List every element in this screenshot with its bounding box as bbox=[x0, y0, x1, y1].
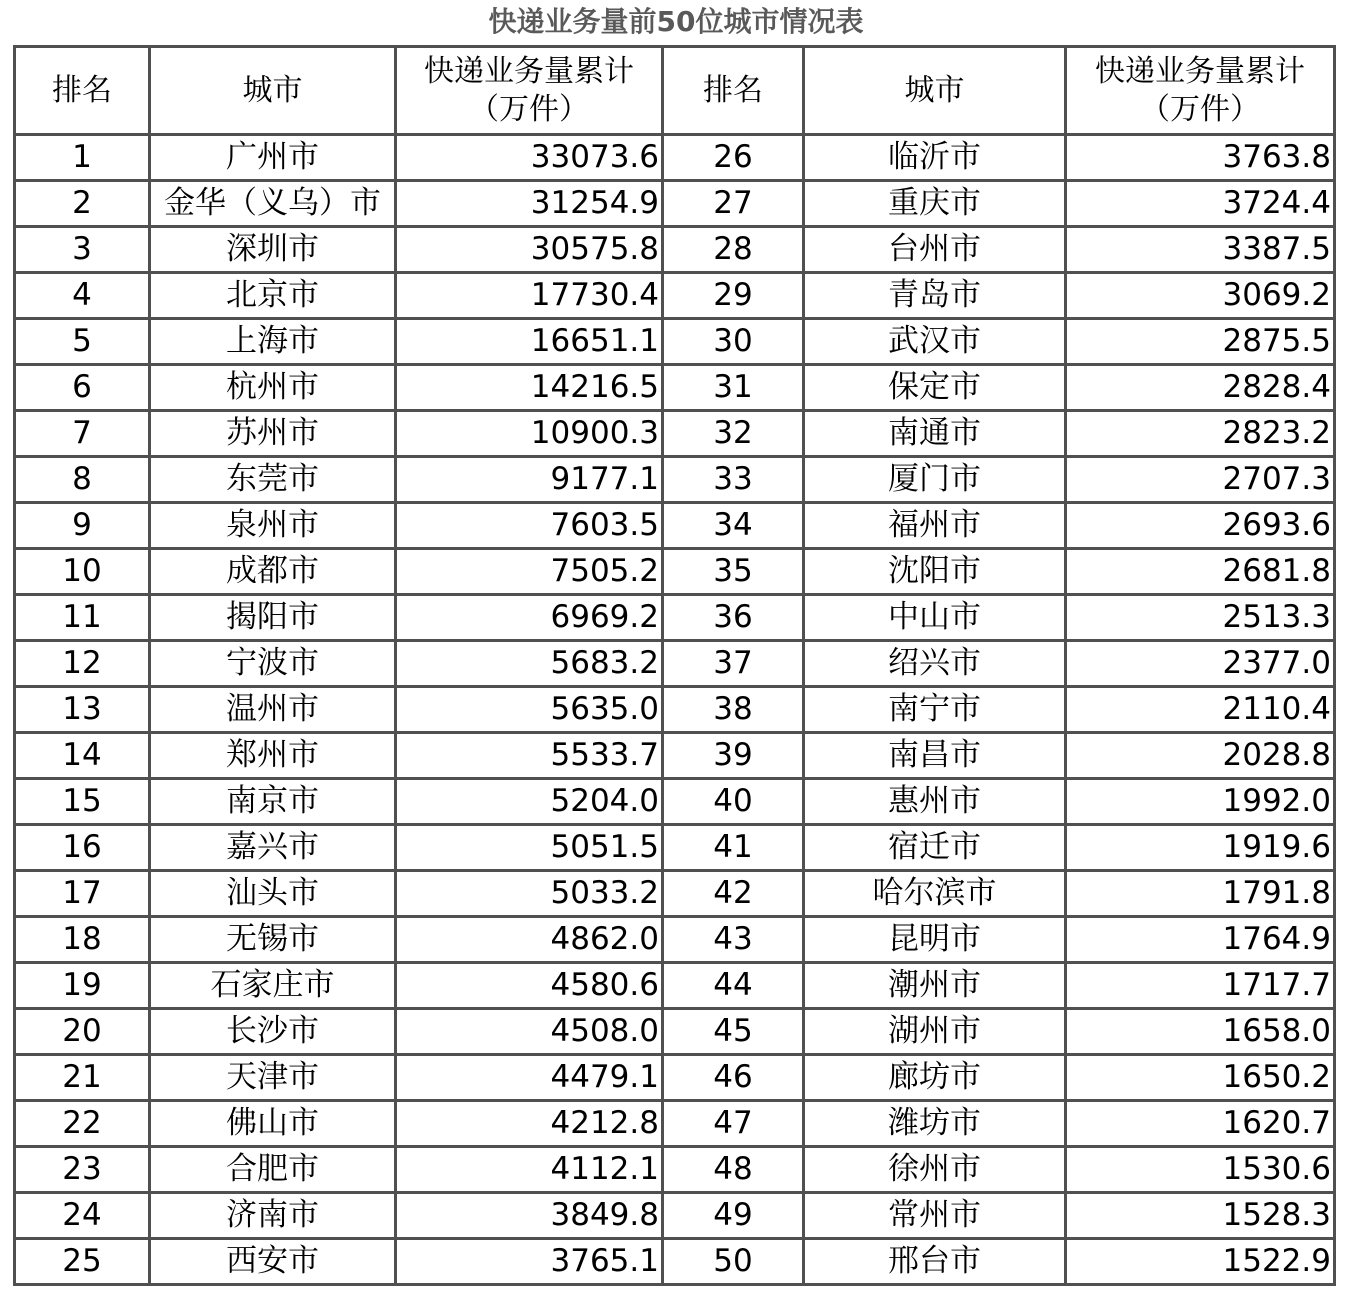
volume-cell-right: 3724.4 bbox=[1066, 181, 1335, 227]
volume-cell-left: 7505.2 bbox=[396, 549, 663, 595]
volume-cell-left: 10900.3 bbox=[396, 411, 663, 457]
table-row bbox=[15, 365, 1335, 411]
city-cell-right: 湖州市 bbox=[804, 1009, 1066, 1055]
header-volume-right bbox=[1066, 47, 1335, 135]
city-cell-right: 武汉市 bbox=[804, 319, 1066, 365]
volume-cell-right: 2513.3 bbox=[1066, 595, 1335, 641]
city-cell-left: 深圳市 bbox=[150, 227, 396, 273]
volume-cell-left: 4479.1 bbox=[396, 1055, 663, 1101]
city-cell-right: 惠州市 bbox=[804, 779, 1066, 825]
city-cell-left: 南京市 bbox=[150, 779, 396, 825]
volume-cell-right: 2828.4 bbox=[1066, 365, 1335, 411]
rank-cell-right: 45 bbox=[663, 1009, 804, 1055]
volume-cell-right: 1919.6 bbox=[1066, 825, 1335, 871]
rank-cell-right: 35 bbox=[663, 549, 804, 595]
table-row bbox=[15, 1239, 1335, 1285]
table-row bbox=[15, 779, 1335, 825]
table-row bbox=[15, 1147, 1335, 1193]
volume-cell-left: 16651.1 bbox=[396, 319, 663, 365]
rank-cell-right: 43 bbox=[663, 917, 804, 963]
rank-cell-right: 40 bbox=[663, 779, 804, 825]
rank-cell-right: 34 bbox=[663, 503, 804, 549]
header-volume-line2: （万件） bbox=[469, 91, 589, 127]
table-row bbox=[15, 1055, 1335, 1101]
city-cell-right: 廊坊市 bbox=[804, 1055, 1066, 1101]
table-row bbox=[15, 825, 1335, 871]
volume-cell-left: 4580.6 bbox=[396, 963, 663, 1009]
volume-cell-right: 2681.8 bbox=[1066, 549, 1335, 595]
table-row bbox=[15, 503, 1335, 549]
header-rank-right: 排名 bbox=[663, 47, 804, 135]
table-row bbox=[15, 319, 1335, 365]
city-cell-left: 揭阳市 bbox=[150, 595, 396, 641]
table-row bbox=[15, 687, 1335, 733]
volume-cell-left: 6969.2 bbox=[396, 595, 663, 641]
rank-cell-left: 18 bbox=[15, 917, 150, 963]
volume-cell-right: 1650.2 bbox=[1066, 1055, 1335, 1101]
header-volume-line2: （万件） bbox=[1140, 91, 1260, 127]
rank-cell-right: 50 bbox=[663, 1239, 804, 1285]
city-cell-right: 临沂市 bbox=[804, 135, 1066, 181]
city-cell-right: 邢台市 bbox=[804, 1239, 1066, 1285]
rank-cell-left: 5 bbox=[15, 319, 150, 365]
city-cell-right: 南昌市 bbox=[804, 733, 1066, 779]
rank-cell-left: 22 bbox=[15, 1101, 150, 1147]
rank-cell-right: 33 bbox=[663, 457, 804, 503]
city-cell-left: 嘉兴市 bbox=[150, 825, 396, 871]
city-cell-right: 徐州市 bbox=[804, 1147, 1066, 1193]
table-body bbox=[15, 135, 1335, 1285]
volume-cell-right: 1791.8 bbox=[1066, 871, 1335, 917]
rank-cell-left: 19 bbox=[15, 963, 150, 1009]
rank-cell-right: 37 bbox=[663, 641, 804, 687]
table-row bbox=[15, 273, 1335, 319]
city-cell-left: 合肥市 bbox=[150, 1147, 396, 1193]
header-rank-left: 排名 bbox=[15, 47, 150, 135]
volume-cell-right: 1992.0 bbox=[1066, 779, 1335, 825]
city-cell-left: 天津市 bbox=[150, 1055, 396, 1101]
city-cell-left: 长沙市 bbox=[150, 1009, 396, 1055]
table-row bbox=[15, 227, 1335, 273]
volume-cell-left: 4212.8 bbox=[396, 1101, 663, 1147]
table-row bbox=[15, 871, 1335, 917]
volume-cell-right: 3069.2 bbox=[1066, 273, 1335, 319]
rank-cell-left: 15 bbox=[15, 779, 150, 825]
city-cell-left: 金华（义乌）市 bbox=[150, 181, 396, 227]
table-row bbox=[15, 181, 1335, 227]
city-cell-left: 东莞市 bbox=[150, 457, 396, 503]
table-row bbox=[15, 733, 1335, 779]
rank-cell-left: 10 bbox=[15, 549, 150, 595]
rank-cell-right: 31 bbox=[663, 365, 804, 411]
city-cell-right: 潍坊市 bbox=[804, 1101, 1066, 1147]
city-cell-right: 哈尔滨市 bbox=[804, 871, 1066, 917]
volume-cell-left: 3765.1 bbox=[396, 1239, 663, 1285]
city-cell-right: 潮州市 bbox=[804, 963, 1066, 1009]
city-cell-right: 保定市 bbox=[804, 365, 1066, 411]
city-cell-left: 温州市 bbox=[150, 687, 396, 733]
express-volume-table bbox=[13, 45, 1336, 1286]
table-row bbox=[15, 457, 1335, 503]
rank-cell-right: 39 bbox=[663, 733, 804, 779]
volume-cell-left: 4508.0 bbox=[396, 1009, 663, 1055]
rank-cell-left: 20 bbox=[15, 1009, 150, 1055]
rank-cell-right: 27 bbox=[663, 181, 804, 227]
rank-cell-right: 36 bbox=[663, 595, 804, 641]
rank-cell-left: 21 bbox=[15, 1055, 150, 1101]
rank-cell-left: 16 bbox=[15, 825, 150, 871]
rank-cell-left: 7 bbox=[15, 411, 150, 457]
volume-cell-left: 5533.7 bbox=[396, 733, 663, 779]
rank-cell-left: 8 bbox=[15, 457, 150, 503]
rank-cell-right: 32 bbox=[663, 411, 804, 457]
rank-cell-right: 28 bbox=[663, 227, 804, 273]
volume-cell-right: 1658.0 bbox=[1066, 1009, 1335, 1055]
header-city-left: 城市 bbox=[150, 47, 396, 135]
volume-cell-left: 5204.0 bbox=[396, 779, 663, 825]
city-cell-left: 泉州市 bbox=[150, 503, 396, 549]
rank-cell-left: 6 bbox=[15, 365, 150, 411]
rank-cell-left: 13 bbox=[15, 687, 150, 733]
volume-cell-right: 2875.5 bbox=[1066, 319, 1335, 365]
city-cell-right: 昆明市 bbox=[804, 917, 1066, 963]
city-cell-right: 重庆市 bbox=[804, 181, 1066, 227]
city-cell-left: 上海市 bbox=[150, 319, 396, 365]
table-row bbox=[15, 641, 1335, 687]
volume-cell-right: 1528.3 bbox=[1066, 1193, 1335, 1239]
volume-cell-left: 33073.6 bbox=[396, 135, 663, 181]
volume-cell-right: 2028.8 bbox=[1066, 733, 1335, 779]
rank-cell-right: 41 bbox=[663, 825, 804, 871]
city-cell-right: 厦门市 bbox=[804, 457, 1066, 503]
volume-cell-right: 1620.7 bbox=[1066, 1101, 1335, 1147]
volume-cell-left: 5051.5 bbox=[396, 825, 663, 871]
rank-cell-left: 14 bbox=[15, 733, 150, 779]
city-cell-right: 福州市 bbox=[804, 503, 1066, 549]
table-row bbox=[15, 549, 1335, 595]
table-row bbox=[15, 135, 1335, 181]
volume-cell-right: 3387.5 bbox=[1066, 227, 1335, 273]
rank-cell-left: 17 bbox=[15, 871, 150, 917]
volume-cell-left: 30575.8 bbox=[396, 227, 663, 273]
city-cell-right: 绍兴市 bbox=[804, 641, 1066, 687]
rank-cell-left: 4 bbox=[15, 273, 150, 319]
rank-cell-left: 1 bbox=[15, 135, 150, 181]
city-cell-right: 南通市 bbox=[804, 411, 1066, 457]
volume-cell-right: 2110.4 bbox=[1066, 687, 1335, 733]
rank-cell-left: 23 bbox=[15, 1147, 150, 1193]
rank-cell-left: 9 bbox=[15, 503, 150, 549]
table-row bbox=[15, 595, 1335, 641]
rank-cell-right: 44 bbox=[663, 963, 804, 1009]
table-row bbox=[15, 1101, 1335, 1147]
city-cell-left: 宁波市 bbox=[150, 641, 396, 687]
rank-cell-left: 2 bbox=[15, 181, 150, 227]
city-cell-right: 常州市 bbox=[804, 1193, 1066, 1239]
volume-cell-right: 1522.9 bbox=[1066, 1239, 1335, 1285]
volume-cell-left: 3849.8 bbox=[396, 1193, 663, 1239]
city-cell-left: 北京市 bbox=[150, 273, 396, 319]
volume-cell-right: 2823.2 bbox=[1066, 411, 1335, 457]
city-cell-left: 济南市 bbox=[150, 1193, 396, 1239]
rank-cell-left: 25 bbox=[15, 1239, 150, 1285]
volume-cell-left: 17730.4 bbox=[396, 273, 663, 319]
volume-cell-left: 4112.1 bbox=[396, 1147, 663, 1193]
table-row bbox=[15, 411, 1335, 457]
volume-cell-left: 31254.9 bbox=[396, 181, 663, 227]
city-cell-left: 佛山市 bbox=[150, 1101, 396, 1147]
volume-cell-right: 2377.0 bbox=[1066, 641, 1335, 687]
city-cell-left: 石家庄市 bbox=[150, 963, 396, 1009]
header-row bbox=[15, 47, 1335, 135]
table-row bbox=[15, 1009, 1335, 1055]
city-cell-right: 沈阳市 bbox=[804, 549, 1066, 595]
city-cell-right: 宿迁市 bbox=[804, 825, 1066, 871]
volume-cell-right: 3763.8 bbox=[1066, 135, 1335, 181]
rank-cell-left: 24 bbox=[15, 1193, 150, 1239]
table-title: 快递业务量前50位城市情况表 bbox=[488, 5, 864, 38]
city-cell-left: 郑州市 bbox=[150, 733, 396, 779]
city-cell-left: 广州市 bbox=[150, 135, 396, 181]
city-cell-left: 杭州市 bbox=[150, 365, 396, 411]
city-cell-left: 苏州市 bbox=[150, 411, 396, 457]
rank-cell-right: 38 bbox=[663, 687, 804, 733]
table-row bbox=[15, 963, 1335, 1009]
rank-cell-right: 46 bbox=[663, 1055, 804, 1101]
rank-cell-right: 26 bbox=[663, 135, 804, 181]
header-city-right: 城市 bbox=[804, 47, 1066, 135]
rank-cell-right: 48 bbox=[663, 1147, 804, 1193]
header-volume-line1: 快递业务量累计 bbox=[424, 53, 634, 89]
volume-cell-right: 1530.6 bbox=[1066, 1147, 1335, 1193]
city-cell-left: 成都市 bbox=[150, 549, 396, 595]
volume-cell-right: 1717.7 bbox=[1066, 963, 1335, 1009]
table-row bbox=[15, 917, 1335, 963]
rank-cell-right: 49 bbox=[663, 1193, 804, 1239]
volume-cell-left: 5033.2 bbox=[396, 871, 663, 917]
city-cell-right: 中山市 bbox=[804, 595, 1066, 641]
city-cell-left: 无锡市 bbox=[150, 917, 396, 963]
rank-cell-right: 47 bbox=[663, 1101, 804, 1147]
city-cell-right: 台州市 bbox=[804, 227, 1066, 273]
rank-cell-right: 29 bbox=[663, 273, 804, 319]
table-row bbox=[15, 1193, 1335, 1239]
volume-cell-left: 5683.2 bbox=[396, 641, 663, 687]
city-cell-right: 南宁市 bbox=[804, 687, 1066, 733]
volume-cell-right: 2707.3 bbox=[1066, 457, 1335, 503]
volume-cell-left: 7603.5 bbox=[396, 503, 663, 549]
header-volume-left bbox=[396, 47, 663, 135]
volume-cell-left: 4862.0 bbox=[396, 917, 663, 963]
rank-cell-left: 3 bbox=[15, 227, 150, 273]
volume-cell-right: 2693.6 bbox=[1066, 503, 1335, 549]
volume-cell-left: 5635.0 bbox=[396, 687, 663, 733]
rank-cell-left: 12 bbox=[15, 641, 150, 687]
rank-cell-right: 42 bbox=[663, 871, 804, 917]
city-cell-left: 汕头市 bbox=[150, 871, 396, 917]
header-volume-line1: 快递业务量累计 bbox=[1095, 53, 1305, 89]
city-cell-left: 西安市 bbox=[150, 1239, 396, 1285]
volume-cell-right: 1764.9 bbox=[1066, 917, 1335, 963]
volume-cell-left: 14216.5 bbox=[396, 365, 663, 411]
city-cell-right: 青岛市 bbox=[804, 273, 1066, 319]
volume-cell-left: 9177.1 bbox=[396, 457, 663, 503]
rank-cell-left: 11 bbox=[15, 595, 150, 641]
rank-cell-right: 30 bbox=[663, 319, 804, 365]
